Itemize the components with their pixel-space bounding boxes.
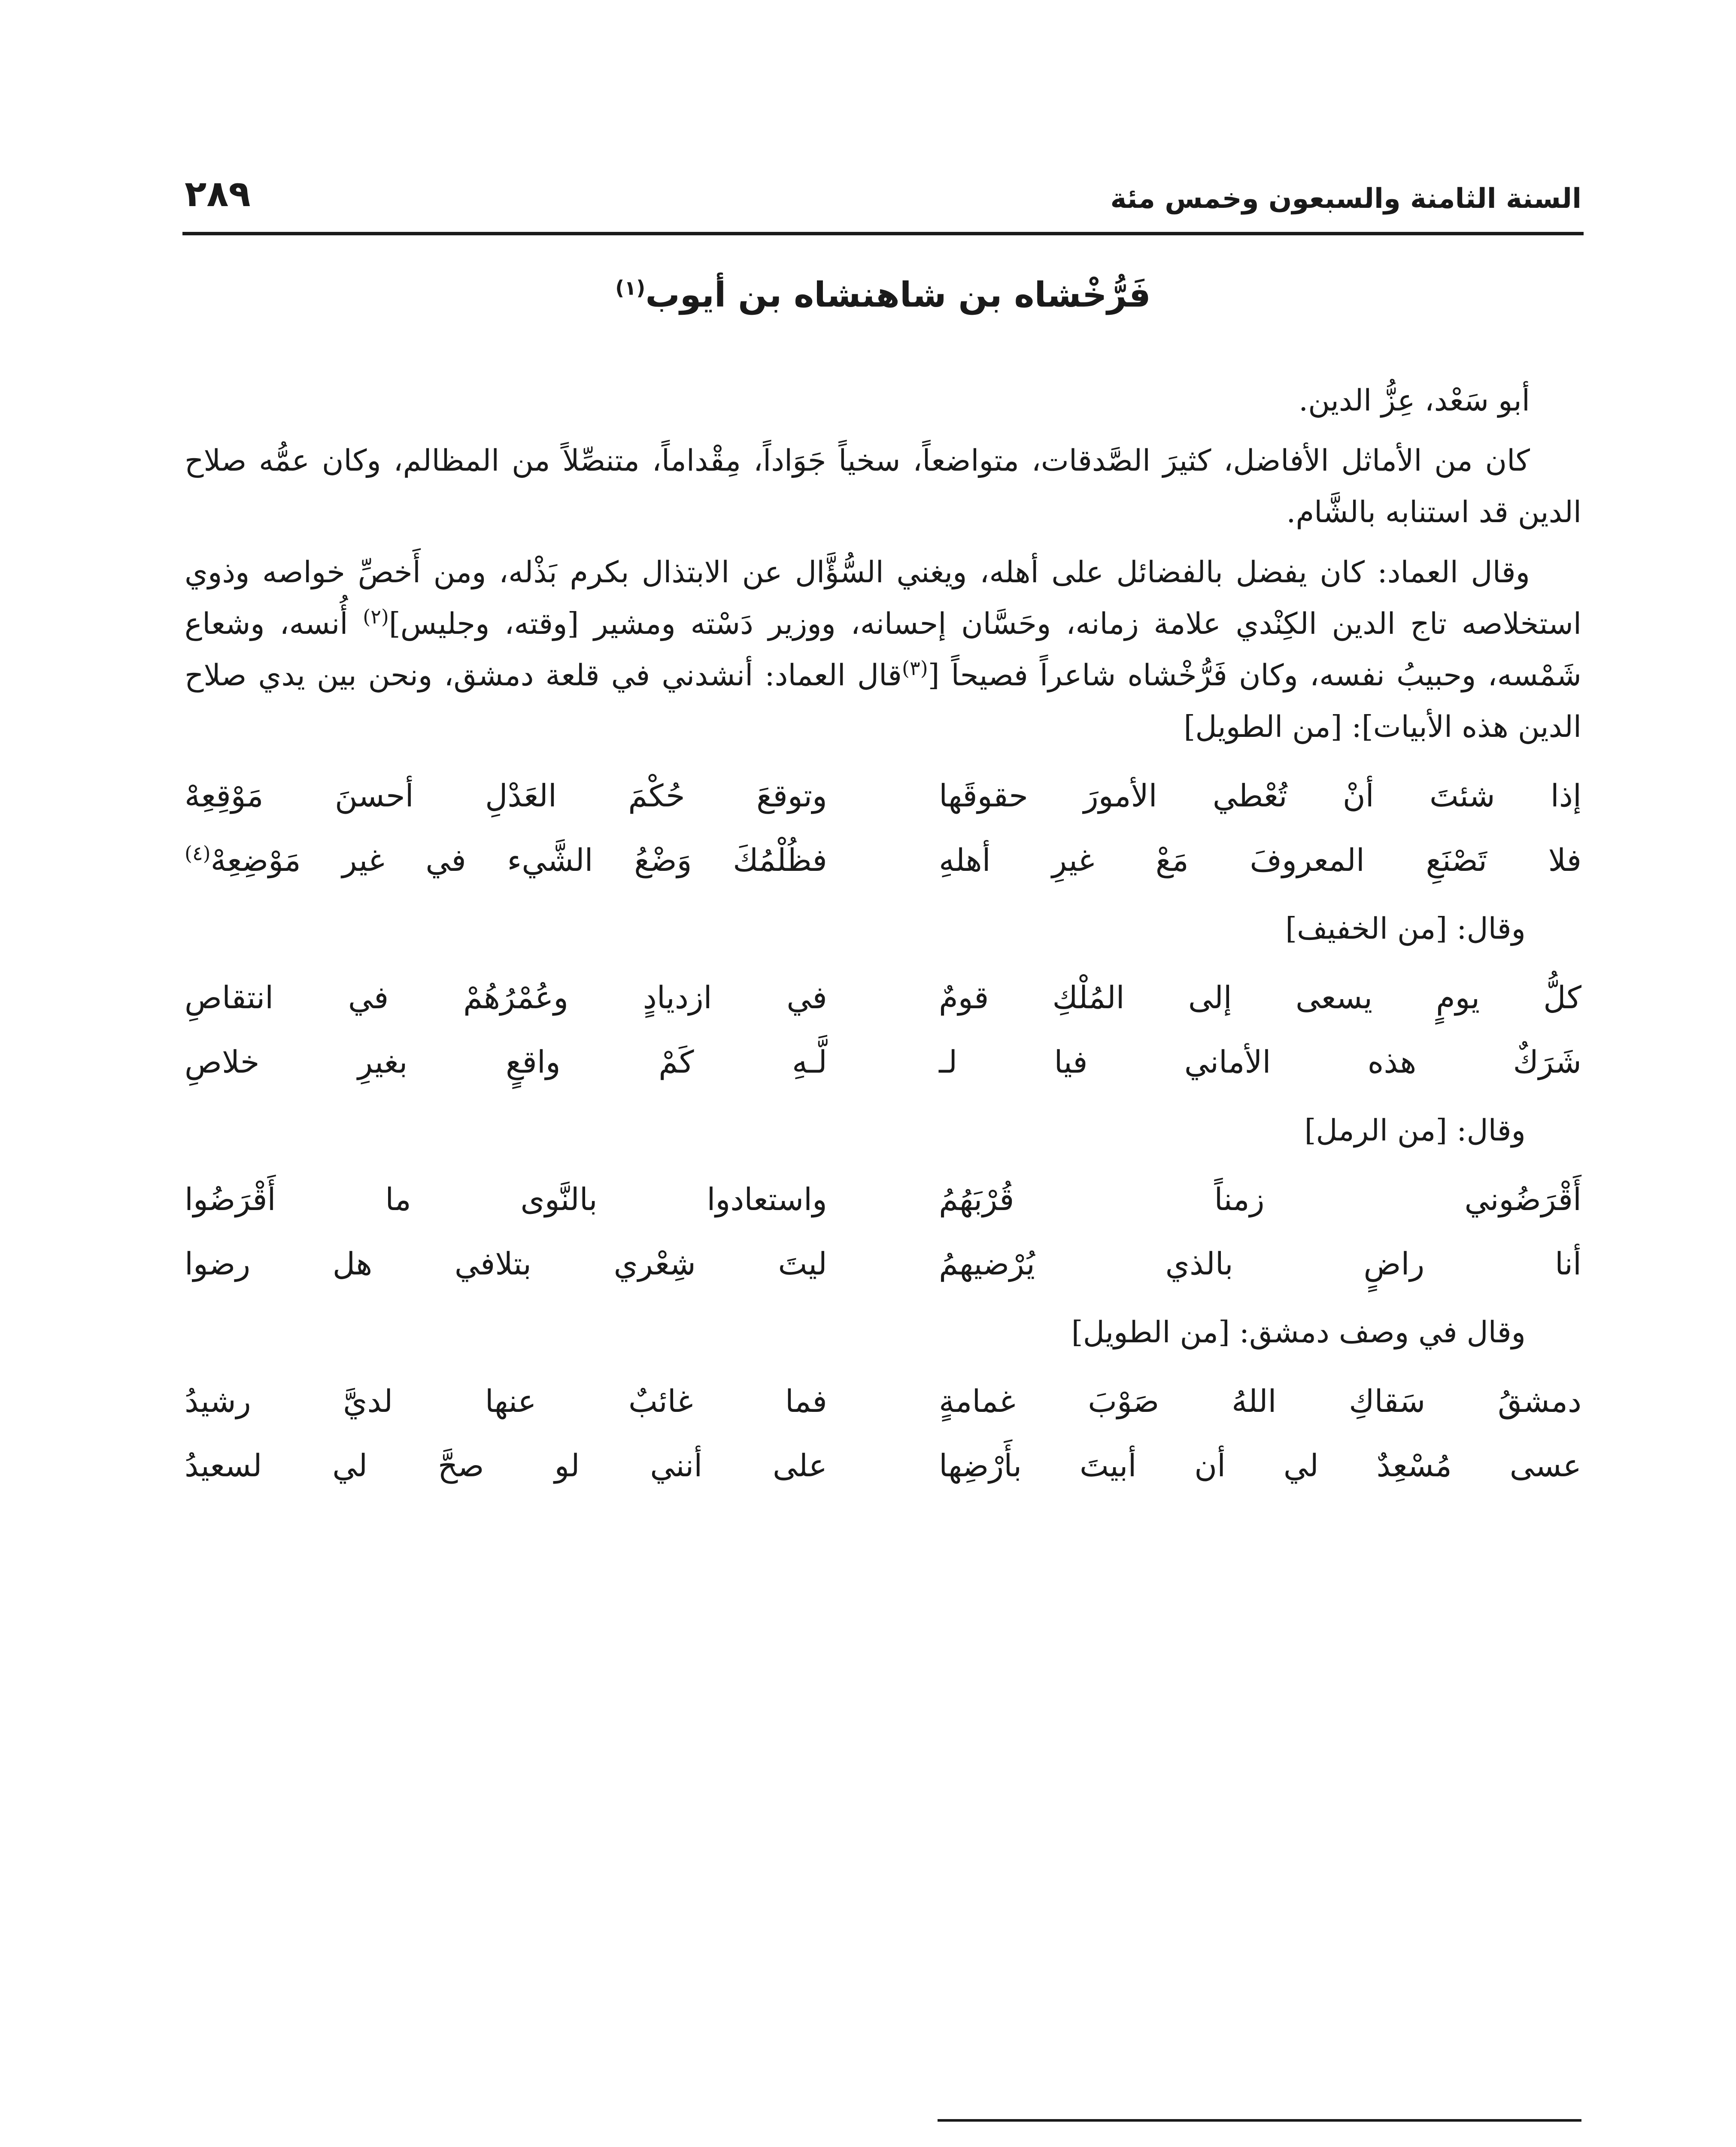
poem-1 bbox=[185, 766, 1581, 890]
biography-title-text: فَرُّخْشاه بن شاهنشاه بن أيوب bbox=[645, 275, 1151, 315]
verse-second-hemistich: وتوقعَ حُكْمَ العَدْلِ أحسنَ مَوْقِعِهْ bbox=[185, 778, 827, 814]
verse-second-hemistich: في ازديادٍ وعُمْرُهُمْ في انتقاصِ bbox=[185, 979, 827, 1016]
verse-second-hemistich: فما غائبٌ عنها لديَّ رشيدُ bbox=[185, 1383, 827, 1419]
verse-first-hemistich: أنا راضٍ بالذي يُرْضيهمُ bbox=[939, 1246, 1581, 1282]
verse bbox=[185, 1234, 1581, 1294]
imad-paragraph bbox=[185, 547, 1581, 753]
verse-second-hemistich: ليتَ شِعْري بتلافي هل رضوا bbox=[185, 1246, 827, 1282]
verse-first-hemistich: إذا شئتَ أنْ تُعْطي الأمورَ حقوقَها bbox=[939, 778, 1581, 814]
poem-4-intro: وقال في وصف دمشق: [من الطويل] bbox=[1071, 1315, 1526, 1350]
poem-2 bbox=[185, 967, 1581, 1092]
imad-text-1: وقال العماد: كان يفضل بالفضائل على أهله، ويغني السُّؤَّال عن الابتذال بكرم بَذْله، ومن أَخصِّ خواصه وذوي استخلاصه تاج الدين الكِنْدي علامة زمانه، وحَسَّان إحسانه، ووزير دَسْته ومشير [وقته، وجليس] bbox=[185, 555, 1581, 641]
poem-3 bbox=[185, 1169, 1581, 1294]
main-content bbox=[185, 275, 1581, 1508]
verse bbox=[185, 830, 1581, 890]
biography-title bbox=[185, 275, 1581, 315]
page-number: ٢٨٩ bbox=[185, 173, 251, 215]
verse-second-hemistich: على أنني لو صحَّ لي لسعيدُ bbox=[185, 1448, 827, 1484]
verse-first-hemistich: عسى مُسْعِدٌ لي أن أبيتَ بأَرْضِها bbox=[939, 1448, 1581, 1484]
verse bbox=[185, 1435, 1581, 1496]
verse-first-hemistich: شَرَكٌ هذه الأماني فيا لـ bbox=[939, 1044, 1581, 1080]
verse-first-hemistich: دمشقُ سَقاكِ اللهُ صَوْبَ غمامةٍ bbox=[939, 1383, 1581, 1419]
verse bbox=[185, 967, 1581, 1028]
description-paragraph: كان من الأماثل الأفاضل، كثيرَ الصَّدقات، متواضعاً، سخياً جَوَاداً، مِقْداماً، متنصِّلاً من المظالم، وكان عمُّه صلاح الدين قد استنابه بالشَّام. bbox=[185, 444, 1581, 529]
footnote-ref-2: (٢) bbox=[363, 605, 389, 628]
poem-3-intro: وقال: [من الرمل] bbox=[1304, 1113, 1526, 1148]
verse-second-text: فظُلْمُكَ وَضْعُ الشَّيء في غير مَوْضِعِهْ bbox=[210, 842, 827, 878]
verse-first-hemistich: أَقْرَضُوني زمناً قُرْبَهُمُ bbox=[939, 1181, 1581, 1217]
verse bbox=[185, 1032, 1581, 1092]
verse-first-hemistich: فلا تَصْنَعِ المعروفَ مَعْ غيرِ أهلهِ bbox=[939, 842, 1581, 878]
verse bbox=[185, 766, 1581, 826]
imad-text-3: قال العماد: أنشدني في قلعة دمشق، ونحن بين يدي صلاح الدين هذه الأبيات]: [من الطويل] bbox=[185, 658, 1581, 744]
verse-second-hemistich bbox=[185, 830, 827, 890]
kunya-paragraph: أبو سَعْد، عِزُّ الدين. bbox=[1299, 383, 1530, 418]
verse-second-hemistich: واستعادوا بالنَّوى ما أَقْرَضُوا bbox=[185, 1181, 827, 1217]
poem-4 bbox=[185, 1371, 1581, 1496]
verse-second-hemistich: لَّـهِ كَمْ واقعٍ بغيرِ خلاصِ bbox=[185, 1044, 827, 1080]
running-title: السنة الثامنة والسبعون وخمس مئة bbox=[1110, 183, 1581, 215]
footnote-ref-1: (١) bbox=[615, 276, 646, 300]
imad-text-2: أُنسه، وشعاع شَمْسه، وحبيبُ نفسه، وكان فَرُّخْشاه شاعراً فصيحاً [ bbox=[185, 607, 1582, 693]
poem-2-intro: وقال: [من الخفيف] bbox=[1285, 912, 1526, 946]
verse bbox=[185, 1169, 1581, 1229]
footnote-ref-4: (٤) bbox=[185, 842, 211, 865]
footnote-ref-3: (٣) bbox=[902, 657, 928, 680]
verse-first-hemistich: كلُّ يومٍ يسعى إلى المُلْكِ قومٌ bbox=[939, 979, 1581, 1016]
page-header bbox=[185, 163, 1581, 215]
header-rule bbox=[182, 232, 1584, 235]
footnote-rule bbox=[938, 2119, 1581, 2122]
verse bbox=[185, 1371, 1581, 1431]
